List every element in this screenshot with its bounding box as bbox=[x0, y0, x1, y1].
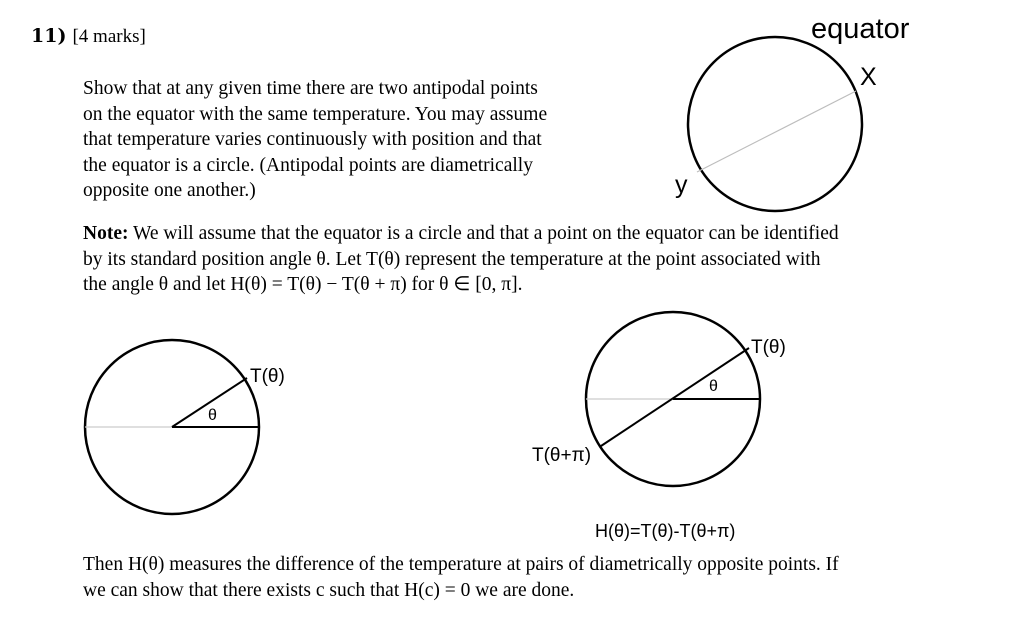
angle-label: θ bbox=[709, 378, 718, 395]
statement-line: opposite one another.) bbox=[83, 180, 256, 201]
question-header bbox=[31, 25, 146, 48]
problem-statement bbox=[83, 76, 643, 204]
conclusion-line-2: we can show that there exists c such that H(c) = 0 we are done. bbox=[83, 579, 575, 601]
point-y-label: y bbox=[675, 171, 688, 199]
note-line-1 bbox=[83, 221, 983, 247]
note-line-2: by its standard position angle θ. Let T(θ) represent the temperature at the point associated with bbox=[83, 248, 821, 270]
point-x-label: X bbox=[860, 63, 877, 91]
angle-figure-left bbox=[78, 330, 308, 520]
question-number: 11) bbox=[31, 25, 67, 47]
statement-line: the equator is a circle. (Antipodal points are diametrically bbox=[83, 154, 533, 176]
temperature-label: T(θ) bbox=[751, 337, 786, 358]
diameter-line bbox=[601, 348, 749, 446]
statement-line: that temperature varies continuously with position and that bbox=[83, 129, 542, 150]
question-marks: [4 marks] bbox=[72, 26, 146, 47]
angle-figure-right bbox=[525, 305, 815, 510]
conclusion-line-1: Then H(θ) measures the difference of the temperature at pairs of diametrically opposite points. If bbox=[83, 554, 839, 575]
equator-label: equator bbox=[811, 13, 910, 45]
temperature-label: T(θ) bbox=[250, 366, 285, 387]
angle-label: θ bbox=[208, 407, 217, 424]
antipodal-temperature-label: T(θ+π) bbox=[532, 445, 592, 466]
equator-circle bbox=[688, 37, 862, 211]
figure-caption: H(θ)=T(θ)-T(θ+π) bbox=[595, 521, 736, 541]
statement-line: on the equator with the same temperature. You may assume bbox=[83, 103, 548, 125]
note-label: Note: bbox=[83, 223, 129, 244]
note-line-3: the angle θ and let H(θ) = T(θ) − T(θ + π) for θ ∈ [0, π]. bbox=[83, 274, 523, 295]
note-text: We will assume that the equator is a circle and that a point on the equator can be identified bbox=[133, 223, 839, 244]
statement-line: Show that at any given time there are two antipodal points bbox=[83, 78, 538, 99]
conclusion-paragraph bbox=[83, 552, 983, 603]
equator-figure bbox=[660, 8, 950, 218]
note-paragraph bbox=[83, 221, 983, 298]
diameter-line bbox=[697, 91, 856, 172]
